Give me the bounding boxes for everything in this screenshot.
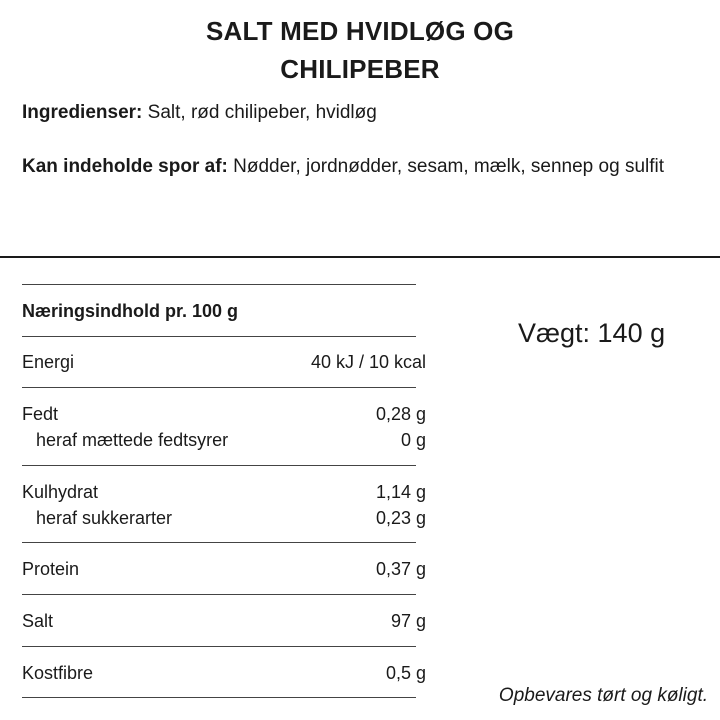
nutrition-row-label: Salt [22,611,54,631]
nutrition-rule-bottom [22,697,416,698]
product-title-line-2: CHILIPEBER [280,54,440,84]
ingredients-list: Salt, rød chilipeber, hvidløg [142,102,377,123]
nutrition-header: Næringsindhold pr. 100 g [22,301,239,321]
nutrition-row-value: 0,28 g [375,404,426,424]
ingredients-text [22,99,692,126]
nutrition-row-value: 40 kJ / 10 kcal [310,352,426,372]
section-divider [0,256,720,258]
nutrition-rule [22,336,416,337]
allergens-label: Kan indeholde spor af: [22,156,228,177]
nutrition-row-value: 0,23 g [375,508,426,528]
nutrition-row-value: 0,5 g [385,663,426,683]
nutrition-row-value: 0,37 g [375,559,426,579]
nutrition-rule [22,465,416,466]
nutrition-rule [22,542,416,543]
nutrition-row-label: Fedt [22,404,59,424]
nutrition-row-label: Kulhydrat [22,482,99,502]
nutrition-row-value: 0 g [400,430,426,450]
nutrition-row-label: Energi [22,352,75,372]
nutrition-row-value: 1,14 g [375,482,426,502]
net-weight: Vægt: 140 g [518,318,666,348]
nutrition-rule-top [22,284,416,285]
nutrition-rule [22,646,416,647]
allergens-list: Nødder, jordnødder, sesam, mælk, sennep og sulfit [227,156,665,177]
nutrition-row-value: 97 g [390,611,426,631]
allergens-text [22,153,692,180]
nutrition-rule [22,594,416,595]
storage-instructions: Opbevares tørt og køligt. [498,685,708,706]
ingredients-label: Ingredienser: [22,102,143,123]
product-title-line-1: SALT MED HVIDLØG OG [205,16,515,46]
nutrition-row-label: Kostfibre [22,663,94,683]
nutrition-row-label: heraf sukkerarter [36,508,173,528]
nutrition-row-label: heraf mættede fedtsyrer [36,430,229,450]
nutrition-row-label: Protein [22,559,80,579]
product-title [0,12,720,88]
nutrition-rule [22,387,416,388]
